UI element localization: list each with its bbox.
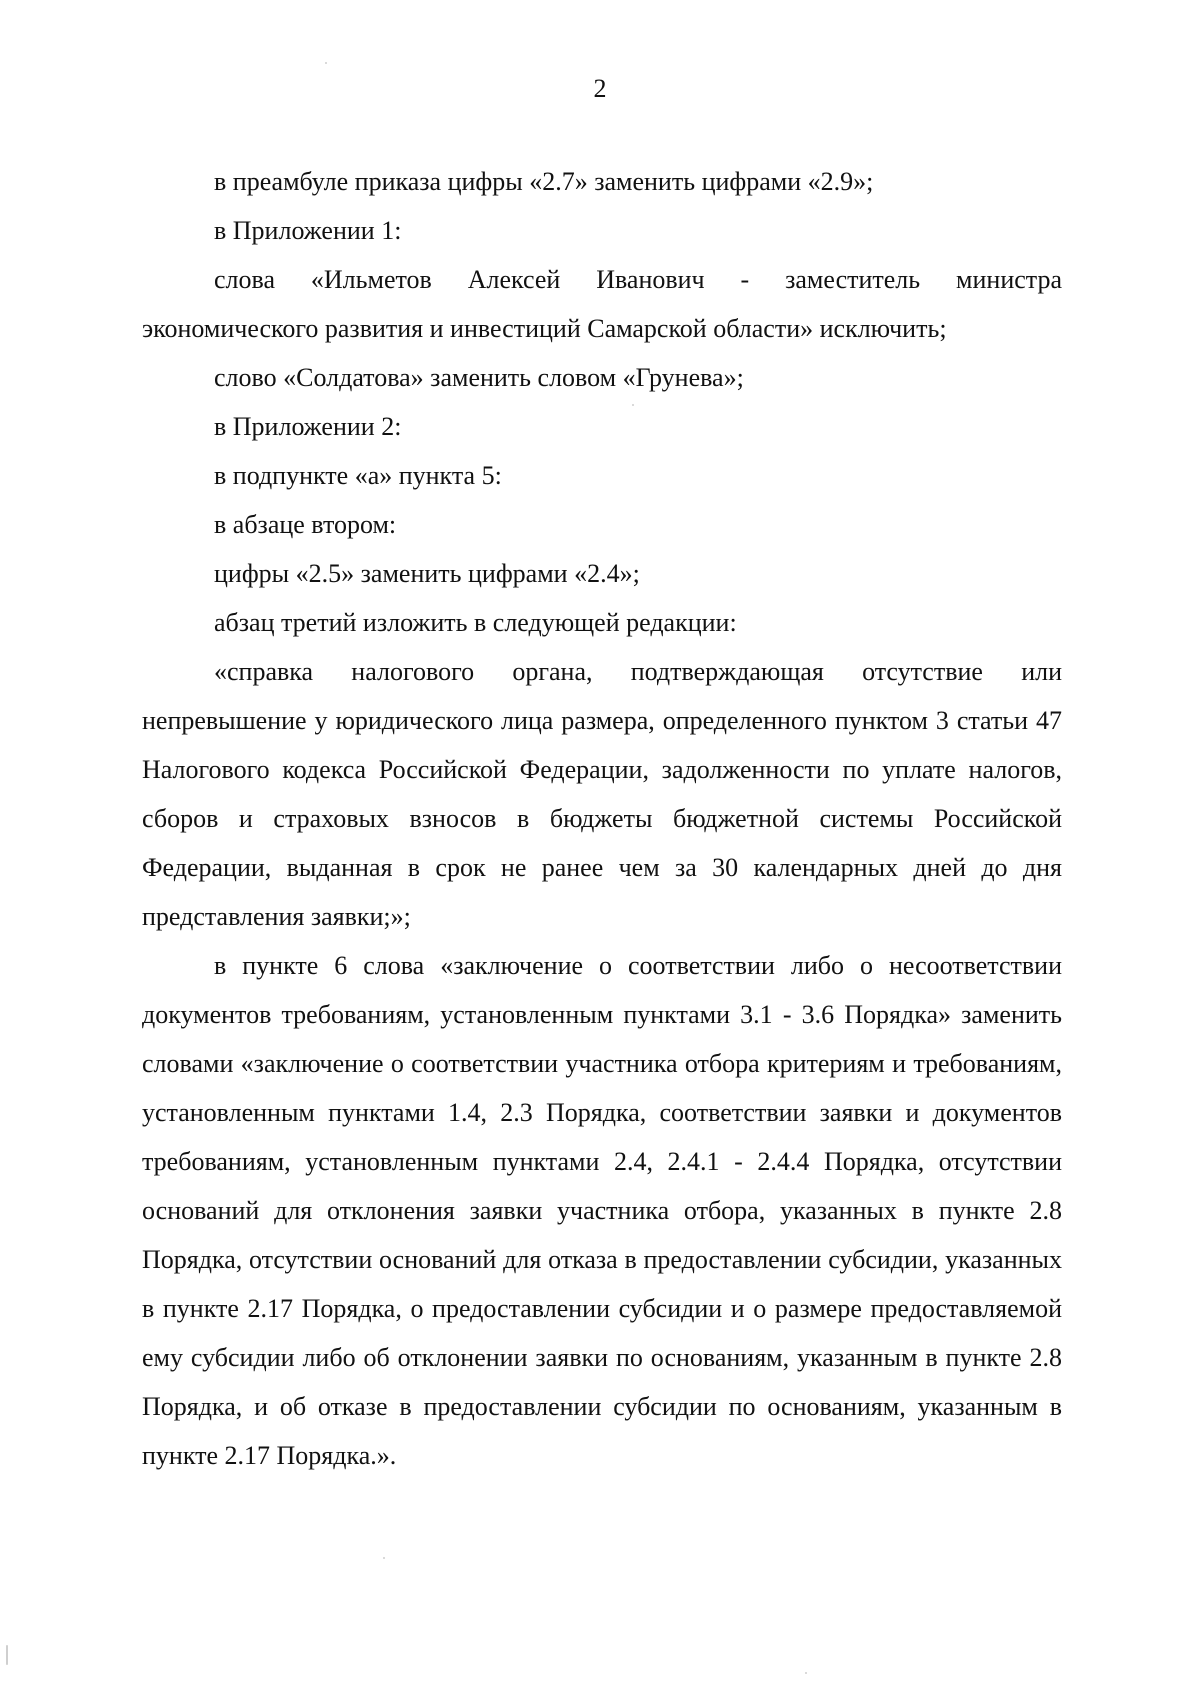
scan-speck (325, 62, 327, 64)
page-number: 2 (593, 74, 607, 103)
paragraph-preamble-change: в преамбуле приказа цифры «2.7» заменить цифрами «2.9»; (214, 167, 874, 196)
paragraph-exclude-ilmetov: слова «Ильметов Алексей Иванович - заместитель министра экономического развития и инвестиций Самарской области» исключить; (142, 265, 1062, 343)
document-body (142, 157, 1062, 1480)
paragraph-second-clause: в абзаце втором: (214, 510, 397, 539)
scan-speck (805, 1672, 807, 1674)
paragraph-replace-soldatova: слово «Солдатова» заменить словом «Грунева»; (214, 363, 744, 392)
paragraph-point-6-replacement: в пункте 6 слова «заключение о соответствии либо о несоответствии документов требованиям, установленным пунктами 3.1 - 3.6 Порядка» заменить словами «заключение о соответствии участника отбора критериям и требованиям, установленным пунктами 1.4, 2.3 Порядка, соответствии заявки и документов требованиям, установленным пунктами 2.4, 2.4.1 - 2.4.4 Порядка, отсутствии оснований для отклонения заявки участника отбора, указанных в пункте 2.8 Порядка, отсутствии оснований для отказа в предоставлении субсидии, указанных в пункте 2.17 Порядка, о предоставлении субсидии и о размере предоставляемой ему субсидии либо об отклонении заявки по основаниям, указанным в пункте 2.8 Порядка, и об отказе в предоставлении субсидии по основаниям, указанным в пункте 2.17 Порядка.». (142, 951, 1062, 1470)
paragraph-appendix-1-heading: в Приложении 1: (214, 216, 402, 245)
paragraph-tax-certificate: «справка налогового органа, подтверждающая отсутствие или непревышение у юридического лица размера, определенного пунктом 3 статьи 47 Налогового кодекса Российской Федерации, задолженности по уплате налогов, сборов и страховых взносов в бюджеты бюджетной системы Российской Федерации, выданная в срок не ранее чем за 30 календарных дней до дня представления заявки;»; (142, 657, 1062, 931)
paragraph-replace-digits: цифры «2.5» заменить цифрами «2.4»; (214, 559, 640, 588)
paragraph-appendix-2-heading: в Приложении 2: (214, 412, 402, 441)
scan-speck (6, 1645, 8, 1665)
scan-speck (383, 1557, 385, 1559)
scan-speck (632, 404, 634, 406)
paragraph-subpoint-a-point-5: в подпункте «а» пункта 5: (214, 461, 502, 490)
paragraph-third-clause-heading: абзац третий изложить в следующей редакции: (214, 608, 737, 637)
